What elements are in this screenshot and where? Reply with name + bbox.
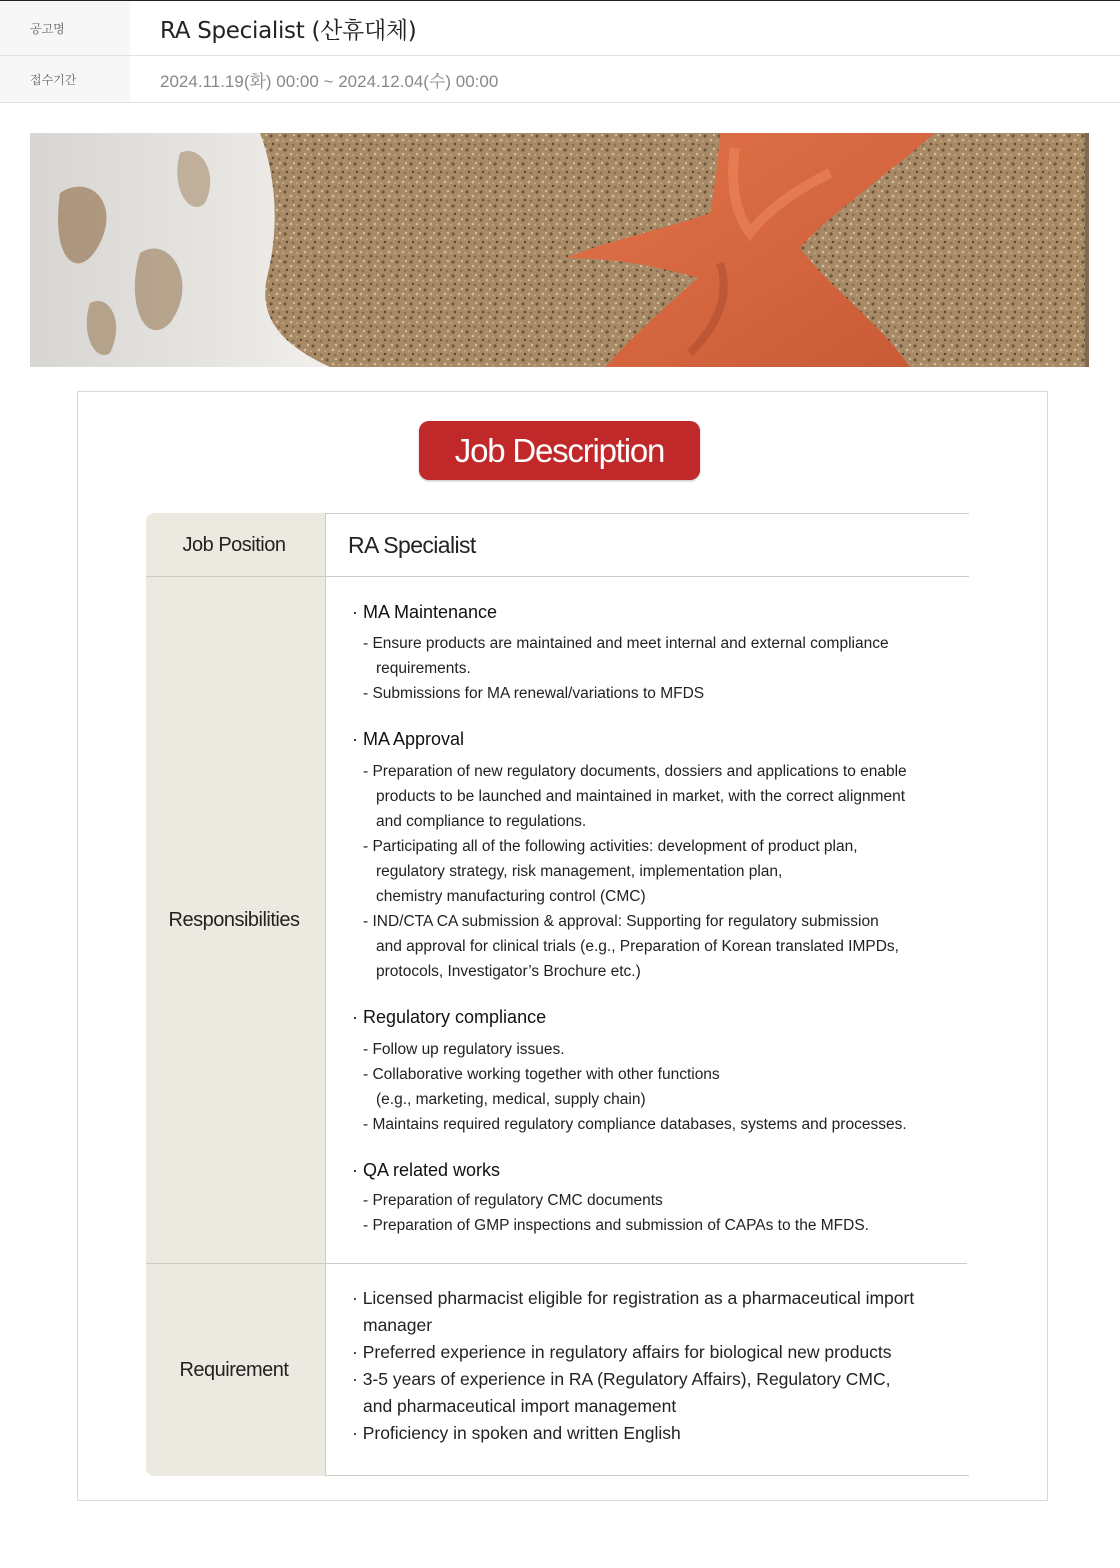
job-description-table (146, 513, 969, 1476)
list-item (352, 1339, 952, 1366)
item-text: · Licensed pharmacist eligible for registration as a pharmaceutical import (352, 1288, 915, 1308)
list-item (352, 631, 952, 681)
notice-period-label: 접수기간 (0, 56, 130, 102)
item-text: - Collaborative working together with other functions (363, 1066, 720, 1083)
item-text: · Preferred experience in regulatory affairs for biological new products (352, 1342, 892, 1362)
item-text: - Maintains required regulatory compliance databases, systems and processes. (363, 1116, 907, 1133)
list-item (352, 1112, 952, 1137)
list-item (352, 834, 952, 909)
item-text: · 3-5 years of experience in RA (Regulatory Affairs), Regulatory CMC, (352, 1369, 891, 1389)
list-item (352, 1285, 952, 1339)
list-item (352, 1062, 952, 1112)
item-text: - Preparation of GMP inspections and submission of CAPAs to the MFDS. (363, 1217, 869, 1234)
section-qa-related-works (352, 1155, 952, 1238)
column-divider (325, 513, 326, 1476)
section-title: · QA related works (352, 1160, 501, 1180)
item-text: manager (363, 1315, 433, 1335)
item-text: - Participating all of the following activities: development of product plan, (363, 838, 858, 855)
requirements-list (352, 1285, 952, 1447)
section-title: · MA Approval (352, 729, 465, 749)
section-ma-maintenance (352, 597, 952, 706)
row-divider (326, 1475, 969, 1476)
notice-title-row (0, 1, 1120, 56)
item-text: (e.g., marketing, medical, supply chain) (376, 1091, 646, 1108)
item-text: products to be launched and maintained in market, with the correct alignment (376, 788, 906, 805)
item-text: - Submissions for MA renewal/variations to MFDS (363, 685, 705, 702)
list-item (352, 909, 952, 984)
item-text: · Proficiency in spoken and written English (352, 1423, 681, 1443)
notice-period-row (0, 56, 1120, 103)
section-ma-approval (352, 724, 952, 984)
job-position-value: RA Specialist (348, 531, 476, 558)
item-text: and approval for clinical trials (e.g., Preparation of Korean translated IMPDs, (376, 938, 899, 955)
notice-title-value: RA Specialist (산휴대체) (160, 17, 417, 44)
item-text: - Preparation of new regulatory documents, dossiers and applications to enable (363, 763, 907, 780)
responsibilities-list (352, 597, 952, 1238)
list-item (352, 1213, 952, 1238)
list-item (352, 1037, 952, 1062)
list-item (352, 759, 952, 834)
item-text: - Follow up regulatory issues. (363, 1041, 565, 1058)
job-description-heading: Job Description (419, 421, 700, 480)
section-title: · MA Maintenance (352, 602, 498, 622)
item-text: - Ensure products are maintained and meet internal and external compliance (363, 635, 889, 652)
notice-title-label: 공고명 (0, 1, 130, 55)
item-text: chemistry manufacturing control (CMC) (376, 888, 646, 905)
list-item (352, 681, 952, 706)
item-text: requirements. (376, 660, 471, 677)
responsibilities-label: Responsibilities (168, 909, 300, 931)
item-text: protocols, Investigator’s Brochure etc.) (376, 963, 641, 980)
item-text: and pharmaceutical import management (363, 1396, 677, 1416)
item-text: regulatory strategy, risk management, implementation plan, (376, 863, 783, 880)
item-text: - Preparation of regulatory CMC documents (363, 1192, 663, 1209)
item-text: - IND/CTA CA submission & approval: Supporting for regulatory submission (363, 913, 879, 930)
item-text: and compliance to regulations. (376, 813, 587, 830)
list-item (352, 1366, 952, 1420)
job-description-panel (77, 391, 1048, 1501)
job-position-label: Job Position (182, 533, 286, 556)
section-title: · Regulatory compliance (352, 1007, 547, 1027)
list-item (352, 1420, 952, 1447)
banner-image (30, 133, 1089, 367)
section-regulatory-compliance (352, 1002, 952, 1137)
starfish-on-sand-image (30, 133, 1089, 367)
requirement-label: Requirement (179, 1358, 289, 1381)
notice-period-value: 2024.11.19(화) 00:00 ~ 2024.12.04(수) 00:00 (160, 71, 499, 91)
list-item (352, 1188, 952, 1213)
